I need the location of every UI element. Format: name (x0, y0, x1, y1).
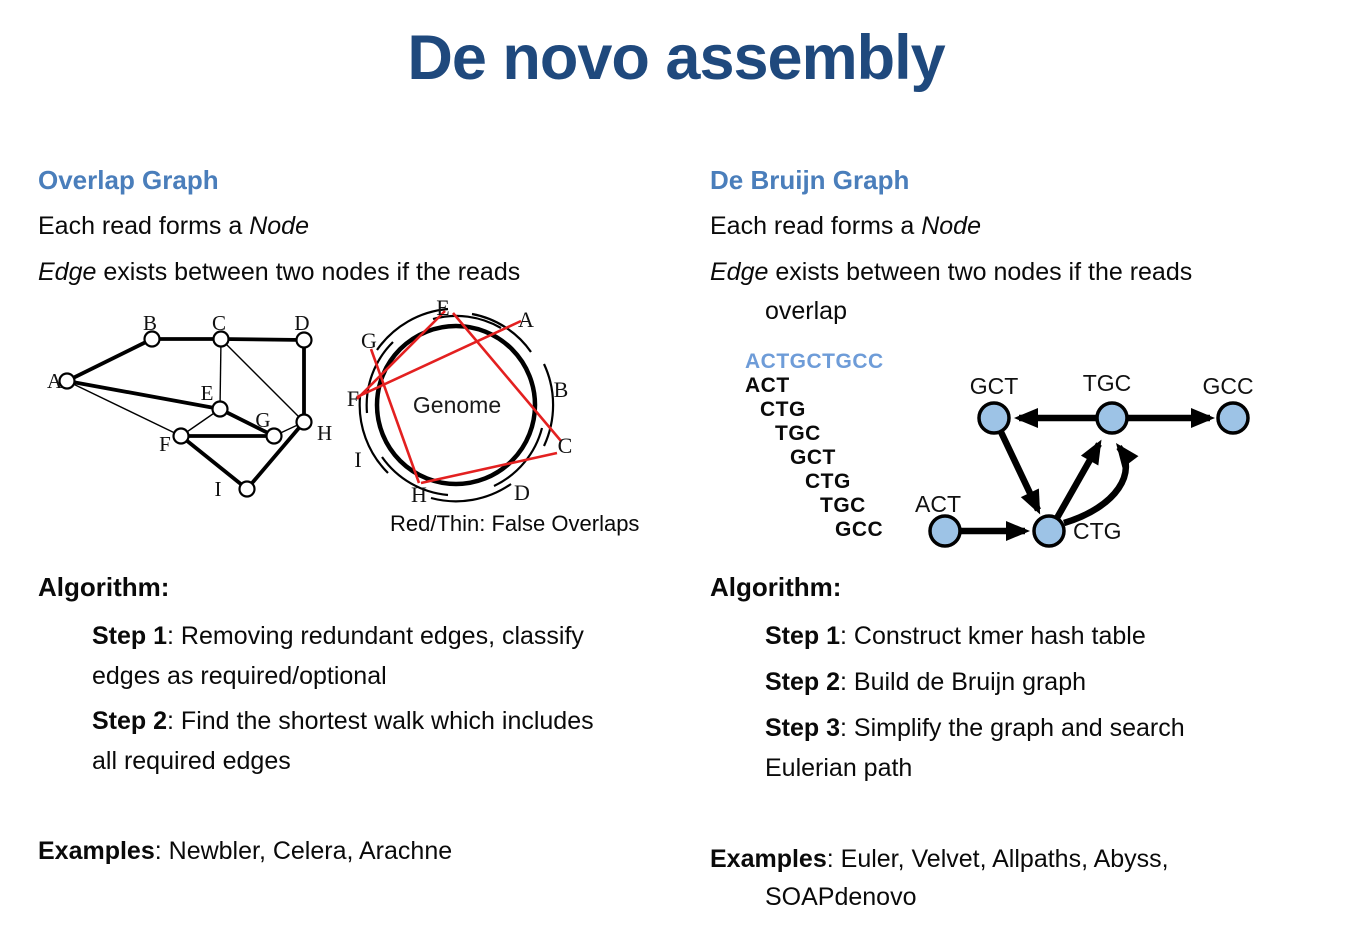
kmer-line: CTG (760, 398, 806, 421)
step-line (765, 708, 1185, 748)
step-line (765, 616, 1146, 656)
ring-label: E (436, 295, 450, 320)
ring-label: F (346, 386, 360, 411)
graph-edge (67, 339, 152, 381)
graph-node (297, 415, 312, 430)
read-arc (544, 364, 553, 446)
examples-line (710, 840, 1169, 878)
ring-label: G (361, 328, 377, 353)
right-line-node (710, 212, 981, 241)
left-line-edge (38, 258, 520, 287)
examples-line (38, 832, 452, 870)
right-line-node-italic: Node (921, 212, 981, 240)
ring-label: B (553, 377, 569, 402)
graph-edge-thin (67, 381, 181, 436)
graph-node-label: D (294, 311, 310, 335)
debruijn-node (1034, 516, 1064, 546)
graph-edge (67, 381, 220, 409)
debruijn-node-label: GCT (969, 373, 1019, 399)
left-algorithm-label: Algorithm: (38, 572, 170, 602)
debruijn-graph-figure (905, 360, 1265, 570)
left-line-node-italic: Node (249, 212, 309, 240)
graph-node-label: F (159, 432, 171, 456)
step-line (92, 701, 594, 741)
right-column-heading: De Bruijn Graph (710, 165, 910, 195)
right-line-node-pre: Each read forms a (710, 212, 922, 240)
left-step-2 (92, 701, 594, 781)
graph-node (174, 429, 189, 444)
right-line-edge-post: exists between two nodes if the reads (768, 258, 1193, 286)
left-line-node (38, 212, 309, 241)
step-label: Step 1 (765, 622, 841, 650)
ring-label: I (354, 447, 362, 472)
left-column-heading: Overlap Graph (38, 165, 219, 195)
examples-label: Examples (38, 837, 155, 865)
kmer-line: CTG (805, 470, 851, 493)
step-line: edges as required/optional (92, 662, 387, 690)
step-text: : Construct kmer hash table (840, 622, 1146, 650)
right-line-edge (710, 258, 1192, 287)
false-overlap-line (453, 313, 561, 441)
kmer-line: ACT (745, 374, 790, 397)
graph-node-label: I (214, 477, 222, 501)
step-line (765, 662, 1086, 702)
left-examples (38, 832, 452, 870)
overlap-graph-figure (35, 300, 355, 515)
debruijn-node-label: ACT (915, 491, 961, 517)
false-overlaps-caption: Red/Thin: False Overlaps (390, 511, 640, 536)
graph-node-label: C (211, 311, 227, 335)
examples-text: : Newbler, Celera, Arachne (154, 837, 453, 865)
step-text: : Find the shortest walk which includes (167, 707, 594, 735)
right-step-3 (765, 708, 1185, 788)
kmer-panel (745, 350, 884, 542)
step-label: Step 3 (765, 714, 841, 742)
left-line-edge-post: exists between two nodes if the reads (96, 258, 521, 286)
right-line-overlap: overlap (765, 297, 847, 325)
right-line-edge-italic: Edge (710, 258, 769, 286)
kmer-line: TGC (775, 422, 821, 445)
genome-center-label: Genome (412, 392, 502, 418)
page-title: De novo assembly (407, 23, 945, 93)
ring-label: A (518, 307, 534, 332)
ring-label: C (557, 433, 573, 458)
graph-node-label: A (47, 369, 63, 393)
debruijn-node-label: CTG (1073, 518, 1122, 544)
debruijn-edge-ctg-tgc (1057, 444, 1099, 518)
false-overlap-line (357, 311, 445, 399)
graph-node-label: B (142, 311, 158, 335)
debruijn-node (1218, 403, 1248, 433)
ring-label: H (411, 482, 427, 507)
step-label: Step 2 (92, 707, 168, 735)
debruijn-node (1097, 403, 1127, 433)
debruijn-node (930, 516, 960, 546)
step-text: : Build de Bruijn graph (840, 668, 1087, 696)
genome-circle-figure (345, 293, 655, 548)
kmer-line: TGC (820, 494, 866, 517)
debruijn-node-label: TGC (1082, 370, 1132, 396)
sequence-line: ACTGCTGCC (745, 350, 884, 373)
step-line (92, 616, 584, 656)
step-label: Step 1 (92, 622, 168, 650)
right-step-1 (765, 616, 1146, 656)
right-algorithm-label: Algorithm: (710, 572, 842, 602)
examples-label: Examples (710, 845, 827, 873)
debruijn-edge-gct-ctg (1001, 432, 1038, 510)
right-step-2 (765, 662, 1086, 702)
step-text: : Removing redundant edges, classify (167, 622, 584, 650)
examples-text: : Euler, Velvet, Allpaths, Abyss, (826, 845, 1169, 873)
right-examples (710, 840, 1169, 916)
debruijn-node (979, 403, 1009, 433)
kmer-line: GCT (790, 446, 836, 469)
kmer-line: GCC (835, 518, 884, 541)
graph-node-label: G (255, 408, 271, 432)
left-step-1 (92, 616, 584, 696)
debruijn-node-label: GCC (1202, 373, 1254, 399)
left-line-node-pre: Each read forms a (38, 212, 250, 240)
step-line: all required edges (92, 747, 291, 775)
examples-line: SOAPdenovo (765, 883, 917, 911)
step-text: : Simplify the graph and search (840, 714, 1185, 742)
graph-node (240, 482, 255, 497)
ring-label: D (514, 480, 530, 505)
graph-node-label: H (317, 421, 333, 445)
step-line: Eulerian path (765, 754, 913, 782)
read-arc (431, 484, 511, 501)
graph-edge-thin (220, 339, 221, 409)
graph-edge (221, 339, 304, 340)
false-overlap-line (357, 321, 521, 397)
graph-node (213, 402, 228, 417)
step-label: Step 2 (765, 668, 841, 696)
left-line-edge-italic: Edge (38, 258, 97, 286)
graph-node-label: E (200, 381, 214, 405)
